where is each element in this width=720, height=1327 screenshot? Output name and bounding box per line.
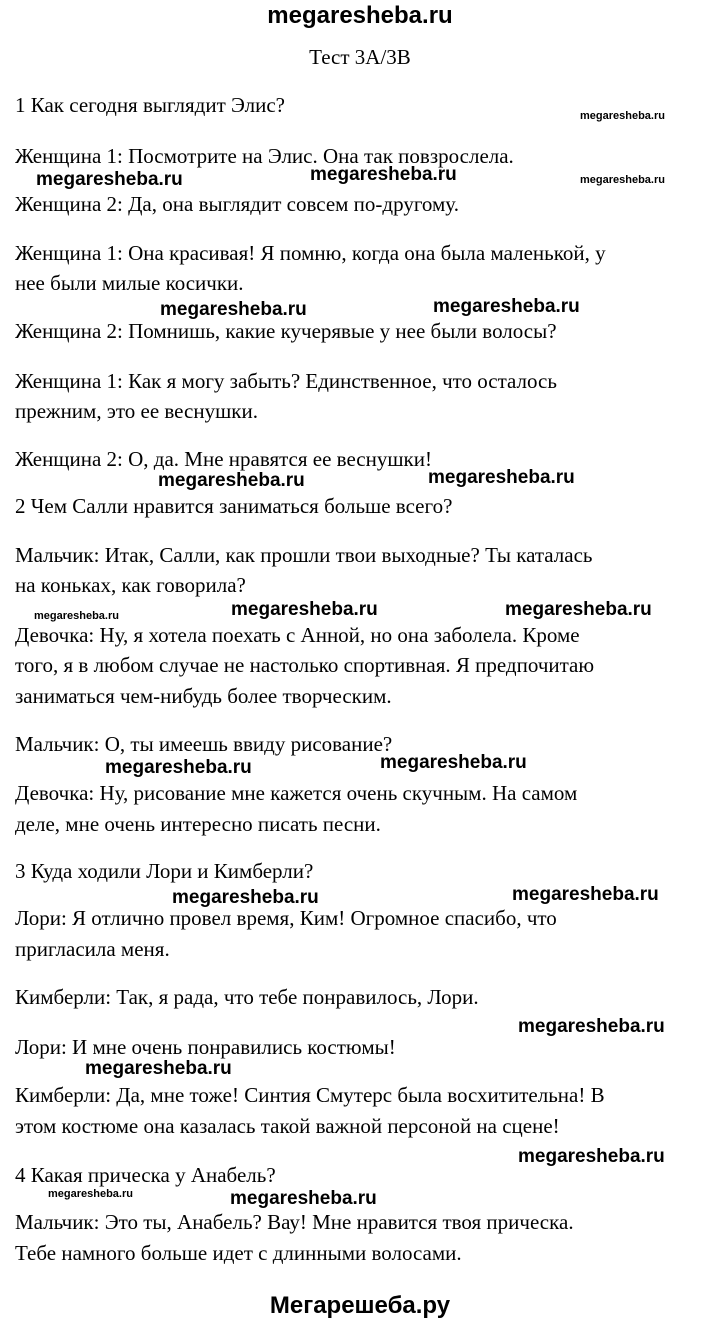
watermark: megaresheba.ru [34, 610, 119, 622]
watermark: megaresheba.ru [310, 164, 457, 185]
watermark: megaresheba.ru [505, 599, 652, 620]
dialogue-line: Девочка: Ну, рисование мне кажется очень скучным. На самом [15, 781, 578, 805]
dialogue-line: Женщина 2: О, да. Мне нравятся ее веснушки! [15, 447, 432, 471]
page-title: Тест 3A/3B [309, 45, 411, 69]
watermark: megaresheba.ru [105, 757, 252, 778]
question-heading: 1 Как сегодня выглядит Элис? [15, 93, 285, 117]
dialogue-line: Девочка: Ну, я хотела поехать с Анной, но она заболела. Кроме [15, 623, 580, 647]
site-footer: Мегарешеба.ру [269, 1292, 451, 1319]
question-heading: 3 Куда ходили Лори и Кимберли? [15, 859, 314, 883]
dialogue-line: деле, мне очень интересно писать песни. [15, 812, 381, 836]
dialogue-line: Мальчик: Итак, Салли, как прошли твои выходные? Ты каталась [15, 543, 593, 567]
watermark: megaresheba.ru [85, 1058, 232, 1079]
dialogue-line: пригласила меня. [15, 937, 170, 961]
dialogue-line: Женщина 1: Как я могу забыть? Единственное, что осталось [15, 369, 557, 393]
watermark: megaresheba.ru [428, 467, 575, 488]
watermark: megaresheba.ru [518, 1146, 665, 1167]
question-heading: 2 Чем Салли нравится заниматься больше всего? [15, 494, 453, 518]
dialogue-line: Женщина 2: Помнишь, какие кучерявые у нее были волосы? [15, 319, 557, 343]
dialogue-line: Женщина 1: Она красивая! Я помню, когда она была маленькой, у [15, 241, 606, 265]
watermark: megaresheba.ru [433, 296, 580, 317]
dialogue-line: Мальчик: О, ты имеешь ввиду рисование? [15, 732, 393, 756]
dialogue-line: Мальчик: Это ты, Анабель? Вау! Мне нравится твоя прическа. [15, 1210, 574, 1234]
dialogue-line: того, я в любом случае не настолько спортивная. Я предпочитаю [15, 653, 595, 677]
dialogue-line: Лори: И мне очень понравились костюмы! [15, 1035, 396, 1059]
watermark: megaresheba.ru [380, 752, 527, 773]
dialogue-line: нее были милые косички. [15, 271, 244, 295]
watermark: megaresheba.ru [158, 470, 305, 491]
watermark: megaresheba.ru [512, 884, 659, 905]
dialogue-line: Лори: Я отлично провел время, Ким! Огромное спасибо, что [15, 906, 557, 930]
dialogue-line: этом костюме она казалась такой важной персоной на сцене! [15, 1114, 560, 1138]
dialogue-line: Кимберли: Так, я рада, что тебе понравилось, Лори. [15, 985, 479, 1009]
watermark: megaresheba.ru [580, 110, 665, 122]
dialogue-line: на коньках, как говорила? [15, 573, 246, 597]
dialogue-line: Тебе намного больше идет с длинными волосами. [15, 1241, 462, 1265]
watermark: megaresheba.ru [231, 599, 378, 620]
watermark: megaresheba.ru [230, 1188, 377, 1209]
question-heading: 4 Какая прическа у Анабель? [15, 1163, 276, 1187]
dialogue-line: прежним, это ее веснушки. [15, 399, 258, 423]
watermark: megaresheba.ru [48, 1188, 133, 1200]
dialogue-line: Женщина 1: Посмотрите на Элис. Она так повзрослела. [15, 144, 514, 168]
watermark: megaresheba.ru [36, 169, 183, 190]
watermark: megaresheba.ru [580, 174, 665, 186]
watermark: megaresheba.ru [160, 299, 307, 320]
dialogue-line: Женщина 2: Да, она выглядит совсем по-другому. [15, 192, 459, 216]
dialogue-line: заниматься чем-нибудь более творческим. [15, 684, 392, 708]
watermark: megaresheba.ru [172, 887, 319, 908]
site-header: megaresheba.ru [267, 2, 453, 29]
dialogue-line: Кимберли: Да, мне тоже! Синтия Смутерс была восхитительна! В [15, 1083, 605, 1107]
watermark: megaresheba.ru [518, 1016, 665, 1037]
